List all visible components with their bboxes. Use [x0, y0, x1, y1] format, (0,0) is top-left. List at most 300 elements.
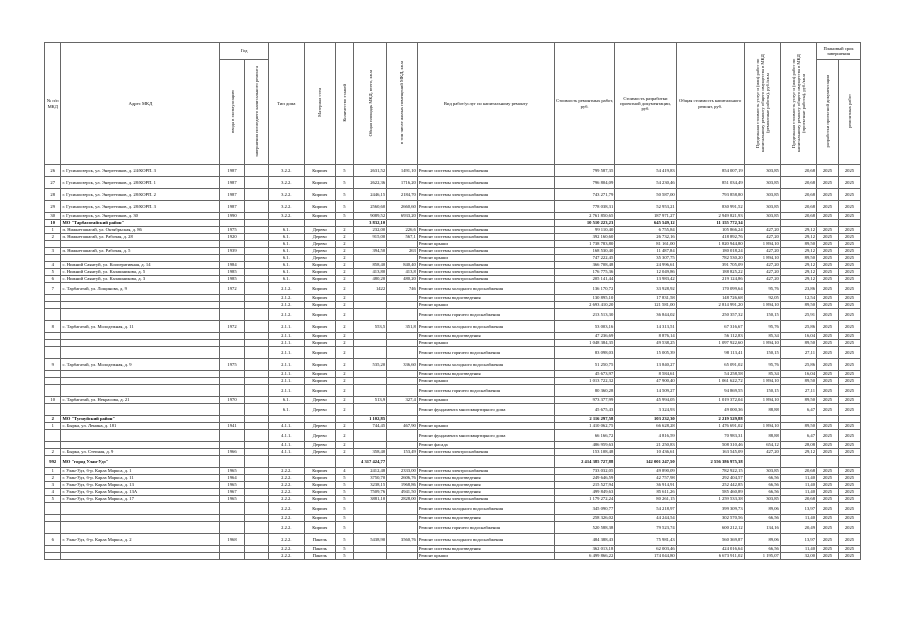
- cell-area-living: 2333,00: [387, 468, 418, 475]
- cell-work-type: Ремонт системы водоотведения: [417, 515, 554, 522]
- cell-limit-works: 85,34: [744, 333, 780, 340]
- cell-year-built: 1965: [220, 496, 244, 503]
- cell-term-design: 2025: [817, 482, 839, 489]
- cell-work-type: Ремонт крыши: [417, 255, 554, 262]
- cell-limit-design: 11,40: [780, 515, 816, 522]
- cell-cost-total: 1 476 691,02: [676, 423, 744, 430]
- cell-limit-design: 6,47: [780, 404, 816, 416]
- cell-floors: 2: [335, 309, 354, 321]
- cell-term-design: 2025: [817, 177, 839, 189]
- cell-cost-works: 258 326,02: [554, 515, 614, 522]
- cell-year-built: 1985: [220, 269, 244, 276]
- cell-floors: 5: [335, 475, 354, 482]
- cell-cost-design: 17 831,58: [615, 295, 676, 302]
- cell-area-living: 1968,86: [387, 482, 418, 489]
- cell-cost-total: 98 113,41: [676, 347, 744, 359]
- cell-wall: Кирпич: [304, 475, 335, 482]
- table-row: [45, 371, 861, 378]
- cell-address: [61, 378, 220, 385]
- cell-wall: Кирпич: [304, 177, 335, 189]
- cell-area-living: [387, 255, 418, 262]
- cell-cost-total: 180 018,24: [676, 248, 744, 255]
- header-work-type: Вид работ/услуг по капитальному ремонту: [417, 43, 554, 165]
- cell-limit-design: 89,50: [780, 241, 816, 248]
- cell-cost-works: 733 032,05: [554, 468, 614, 475]
- table-row: [45, 378, 861, 385]
- cell-num: 2: [45, 449, 61, 456]
- cell-year-overhaul: [244, 283, 268, 295]
- cell-work-type: Ремонт системы горячего водоснабжения: [417, 347, 554, 359]
- cell-address: [61, 255, 220, 262]
- cell-address: [61, 340, 220, 347]
- cell-address: с. Нижний Саянтуй, ул. Калашникова, д. 3: [61, 276, 220, 283]
- cell-house-type: 6.1.: [268, 234, 304, 241]
- cell-limit-works: 66,56: [744, 475, 780, 482]
- cell-work-type: Ремонт системы электроснабжения: [417, 276, 554, 283]
- cell-limit-works: 427,20: [744, 269, 780, 276]
- cell-num: [45, 302, 61, 309]
- table-row: [45, 534, 861, 546]
- cell-term-works: 2025: [838, 201, 860, 213]
- cell-cost-total: 252 442,85: [676, 482, 744, 489]
- cell-cost-design: 15 005,39: [615, 347, 676, 359]
- cell-limit-works: [744, 220, 780, 227]
- cell-limit-works: 654,12: [744, 442, 780, 449]
- cell-num: 1: [45, 423, 61, 430]
- cell-house-type: 6.1.: [268, 227, 304, 234]
- cell-cost-total: 2 949 821,93: [676, 213, 744, 220]
- cell-term-design: 2025: [817, 553, 839, 560]
- cell-limit-works: 150,15: [744, 385, 780, 397]
- cell-cost-works: 130 895,10: [554, 295, 614, 302]
- cell-term-works: 2025: [838, 522, 860, 534]
- cell-term-design: 2025: [817, 378, 839, 385]
- cell-cost-works: 973 377,99: [554, 397, 614, 404]
- cell-term-design: 2025: [817, 449, 839, 456]
- cell-work-type: Ремонт системы электроснабжения: [417, 177, 554, 189]
- cell-area-total: [354, 333, 387, 340]
- cell-cost-design: 52 953,21: [615, 201, 676, 213]
- cell-num: [45, 404, 61, 416]
- table-row: [45, 522, 861, 534]
- cell-year-overhaul: [244, 496, 268, 503]
- cell-wall: Кирпич: [304, 503, 335, 515]
- cell-address: [61, 442, 220, 449]
- cell-cost-total: 782 922,15: [676, 468, 744, 475]
- table-row: [45, 295, 861, 302]
- cell-limit-works: 303,85: [744, 177, 780, 189]
- cell-cost-design: 54 218,97: [615, 503, 676, 515]
- cell-work-type: Ремонт системы электроснабжения: [417, 213, 554, 220]
- cell-address: [61, 295, 220, 302]
- cell-cost-total: 1 061 622,72: [676, 378, 744, 385]
- cell-work-type: Ремонт фундамента многоквартирного дома: [417, 430, 554, 442]
- cell-house-type: 3.2.2.: [268, 213, 304, 220]
- cell-area-total: 7509,76: [354, 489, 387, 496]
- cell-house-type: 2.2.2.: [268, 553, 304, 560]
- cell-year-built: 1941: [220, 423, 244, 430]
- cell-cost-design: 11 487,84: [615, 248, 676, 255]
- cell-address: п. Нижнеташагай, ул. Октябрьская, д. 86: [61, 227, 220, 234]
- cell-num: [45, 340, 61, 347]
- cell-year-built: 1939: [220, 248, 244, 255]
- cell-area-total: 535,20: [354, 359, 387, 371]
- cell-limit-works: 1 894,10: [744, 340, 780, 347]
- cell-year-overhaul: [244, 189, 268, 201]
- cell-cost-design: 24 996,61: [615, 262, 676, 269]
- cell-num: 3: [45, 248, 61, 255]
- cell-house-type: 6.1.: [268, 248, 304, 255]
- cell-cost-design: 44 244,54: [615, 515, 676, 522]
- cell-year-overhaul: [244, 534, 268, 546]
- cell-wall: Кирпич: [304, 359, 335, 371]
- cell-address: [61, 503, 220, 515]
- cell-cost-total: 219 124,86: [676, 276, 744, 283]
- cell-year-overhaul: [244, 442, 268, 449]
- cell-year-built: [220, 220, 244, 227]
- cell-house-type: 6.1.: [268, 269, 304, 276]
- cell-address: [61, 385, 220, 397]
- cell-cost-works: 168 530,40: [554, 248, 614, 255]
- cell-term-works: 2025: [838, 309, 860, 321]
- cell-area-living: [387, 378, 418, 385]
- cell-limit-design: 20,68: [780, 468, 816, 475]
- cell-area-living: [387, 220, 418, 227]
- cell-area-total: [354, 553, 387, 560]
- cell-area-total: 3750,70: [354, 475, 387, 482]
- cell-year-built: [220, 333, 244, 340]
- cell-limit-design: 20,68: [780, 213, 816, 220]
- cell-house-type: 6.1.: [268, 255, 304, 262]
- cell-cost-design: 12 049,86: [615, 269, 676, 276]
- cell-cost-total: 302 570,56: [676, 515, 744, 522]
- cell-term-design: 2025: [817, 248, 839, 255]
- cell-floors: 2: [335, 371, 354, 378]
- cell-limit-design: 32,00: [780, 553, 816, 560]
- cell-limit-design: 11,40: [780, 482, 816, 489]
- cell-limit-design: 20,49: [780, 522, 816, 534]
- cell-floors: [335, 456, 354, 468]
- cell-year-overhaul: [244, 213, 268, 220]
- cell-address: г. Гусиноозерск, ул. Энергетиков, д. 28/КОРП. 2: [61, 189, 220, 201]
- cell-house-type: 6.1.: [268, 262, 304, 269]
- cell-num: 2: [45, 234, 61, 241]
- cell-area-living: 1491,10: [387, 165, 418, 177]
- cell-area-total: 394,50: [354, 248, 387, 255]
- cell-area-living: [387, 416, 418, 423]
- cell-address: МО "Тарбагатайский район": [61, 220, 220, 227]
- cell-address: с. Тарбагатай, ул. Молодежная, д. 9: [61, 359, 220, 371]
- cell-limit-works: 134,16: [744, 522, 780, 534]
- cell-limit-works: 303,85: [744, 189, 780, 201]
- cell-wall: Дерево: [304, 430, 335, 442]
- cell-term-design: 2025: [817, 385, 839, 397]
- cell-num: 2: [45, 416, 61, 423]
- cell-limit-design: 12,54: [780, 295, 816, 302]
- header-term-group: Плановый срок завершения: [817, 43, 861, 60]
- cell-floors: 2: [335, 449, 354, 456]
- cell-work-type: Ремонт системы электроснабжения: [417, 468, 554, 475]
- cell-term-design: 2025: [817, 430, 839, 442]
- cell-wall: Кирпич: [304, 213, 335, 220]
- cell-address: [61, 522, 220, 534]
- cell-limit-works: 1 894,10: [744, 423, 780, 430]
- cell-cost-works: 1 410 062,75: [554, 423, 614, 430]
- cell-cost-total: 94 869,55: [676, 385, 744, 397]
- cell-work-type: Ремонт крыши: [417, 340, 554, 347]
- cell-area-living: [387, 430, 418, 442]
- cell-year-overhaul: [244, 553, 268, 560]
- cell-work-type: Ремонт системы электроснабжения: [417, 227, 554, 234]
- cell-term-works: [838, 220, 860, 227]
- cell-address: МО "Тугнуйский район": [61, 416, 220, 423]
- table-row: [45, 482, 861, 489]
- cell-area-living: 2184,70: [387, 189, 418, 201]
- cell-cost-total: 830 991,52: [676, 201, 744, 213]
- cell-floors: 2: [335, 385, 354, 397]
- cell-num: [45, 371, 61, 378]
- cell-term-design: 2025: [817, 165, 839, 177]
- cell-term-design: 2025: [817, 201, 839, 213]
- cell-limit-design: 6,47: [780, 430, 816, 442]
- cell-cost-total: 391 705,09: [676, 262, 744, 269]
- cell-term-works: [838, 456, 860, 468]
- cell-house-type: [268, 416, 304, 423]
- table-row: [45, 546, 861, 553]
- municipality-row: [45, 416, 861, 423]
- cell-area-total: 858,40: [354, 262, 387, 269]
- cell-term-design: 2025: [817, 227, 839, 234]
- cell-cost-design: 4 816,59: [615, 430, 676, 442]
- cell-year-built: 1985: [220, 276, 244, 283]
- cell-cost-total: 2 556 386 975,38: [676, 456, 744, 468]
- cell-work-type: Ремонт системы водоотведения: [417, 295, 554, 302]
- cell-cost-works: 66 166,72: [554, 430, 614, 442]
- table-row: [45, 241, 861, 248]
- cell-term-works: 2025: [838, 404, 860, 416]
- cell-wall: Кирпич: [304, 283, 335, 295]
- cell-term-works: 2025: [838, 378, 860, 385]
- cell-term-works: 2025: [838, 165, 860, 177]
- cell-cost-design: 13 983,42: [615, 276, 676, 283]
- cell-cost-design: 36 844,02: [615, 309, 676, 321]
- cell-year-overhaul: [244, 276, 268, 283]
- cell-cost-total: 600 212,12: [676, 522, 744, 534]
- cell-house-type: 4.1.1.: [268, 423, 304, 430]
- cell-address: [61, 430, 220, 442]
- cell-year-built: [220, 553, 244, 560]
- cell-num: [45, 255, 61, 262]
- cell-address: [61, 404, 220, 416]
- cell-term-works: 2025: [838, 321, 860, 333]
- cell-wall: Дерево: [304, 241, 335, 248]
- cell-year-overhaul: [244, 423, 268, 430]
- cell-term-design: [817, 456, 839, 468]
- cell-term-works: 2025: [838, 340, 860, 347]
- table-row: [45, 234, 861, 241]
- cell-year-overhaul: [244, 248, 268, 255]
- cell-term-design: 2025: [817, 522, 839, 534]
- cell-area-total: [354, 309, 387, 321]
- cell-area-living: 840,40: [387, 262, 418, 269]
- cell-year-overhaul: [244, 515, 268, 522]
- cell-address: г. Улан-Удэ, б-р. Карла Маркса, д. 13А: [61, 489, 220, 496]
- cell-year-built: [220, 371, 244, 378]
- cell-area-total: [354, 378, 387, 385]
- cell-limit-design: 16,04: [780, 371, 816, 378]
- cell-year-overhaul: [244, 546, 268, 553]
- cell-floors: 2: [335, 302, 354, 309]
- cell-cost-works: 2 693 410,20: [554, 302, 614, 309]
- cell-wall: Кирпич: [304, 340, 335, 347]
- cell-cost-works: 499 849,63: [554, 489, 614, 496]
- cell-floors: 2: [335, 241, 354, 248]
- cell-limit-works: 66,56: [744, 489, 780, 496]
- cell-limit-design: 25,91: [780, 309, 816, 321]
- cell-area-total: [354, 430, 387, 442]
- cell-floors: 2: [335, 248, 354, 255]
- cell-wall: Кирпич: [304, 371, 335, 378]
- cell-house-type: 4.1.1.: [268, 449, 304, 456]
- cell-area-total: 2446,15: [354, 189, 387, 201]
- cell-area-living: [387, 553, 418, 560]
- cell-year-built: [220, 302, 244, 309]
- cell-term-works: 2025: [838, 423, 860, 430]
- cell-area-total: 358,40: [354, 449, 387, 456]
- cell-term-works: 2025: [838, 546, 860, 553]
- cell-area-total: 3 832,10: [354, 220, 387, 227]
- cell-cost-total: 49 000,36: [676, 404, 744, 416]
- cell-work-type: Ремонт системы горячего водоснабжения: [417, 522, 554, 534]
- table-row: [45, 503, 861, 515]
- cell-year-overhaul: [244, 262, 268, 269]
- cell-house-type: 2.2.2.: [268, 503, 304, 515]
- cell-area-total: 3238,15: [354, 482, 387, 489]
- cell-limit-design: 20,68: [780, 177, 816, 189]
- cell-limit-works: 66,56: [744, 546, 780, 553]
- cell-limit-design: 89,50: [780, 340, 816, 347]
- cell-limit-works: 427,20: [744, 248, 780, 255]
- table-row: [45, 255, 861, 262]
- cell-num: [45, 241, 61, 248]
- cell-cost-design: 62 003,46: [615, 546, 676, 553]
- cell-area-living: 1716,20: [387, 177, 418, 189]
- header-house-type: Тип дома: [268, 43, 304, 165]
- table-row: [45, 449, 861, 456]
- header-limit-works: Предельная стоимость услуг и (или) работ по капитальному ремонту общего имущества в МКД (ремонтные работы), руб./кв.м: [744, 43, 780, 165]
- cell-year-overhaul: [244, 371, 268, 378]
- cell-area-total: [354, 404, 387, 416]
- cell-wall: Дерево: [304, 404, 335, 416]
- cell-num: 30: [45, 213, 61, 220]
- cell-cost-total: 105 866,24: [676, 227, 744, 234]
- cell-wall: Панель: [304, 553, 335, 560]
- cell-term-works: 2025: [838, 283, 860, 295]
- table-row: [45, 347, 861, 359]
- cell-limit-works: [744, 416, 780, 423]
- cell-wall: Кирпич: [304, 515, 335, 522]
- cell-work-type: Ремонт системы горячего водоснабжения: [417, 385, 554, 397]
- cell-area-total: [354, 503, 387, 515]
- cell-num: [45, 553, 61, 560]
- cell-term-works: 2025: [838, 359, 860, 371]
- table-row: [45, 321, 861, 333]
- cell-area-total: 915,00: [354, 234, 387, 241]
- cell-area-total: [354, 442, 387, 449]
- cell-term-works: 2025: [838, 553, 860, 560]
- cell-year-overhaul: [244, 201, 268, 213]
- cell-cost-total: 188 825,22: [676, 269, 744, 276]
- cell-year-overhaul: [244, 177, 268, 189]
- cell-limit-works: [744, 456, 780, 468]
- cell-floors: [335, 220, 354, 227]
- cell-limit-works: 427,20: [744, 262, 780, 269]
- cell-limit-works: 95,76: [744, 283, 780, 295]
- cell-area-total: 2412,48: [354, 468, 387, 475]
- cell-num: 8: [45, 321, 61, 333]
- cell-limit-design: [780, 220, 816, 227]
- cell-cost-total: 508 310,46: [676, 442, 744, 449]
- cell-floors: 2: [335, 423, 354, 430]
- cell-cost-total: 292 404,57: [676, 475, 744, 482]
- cell-cost-design: 85 611,26: [615, 489, 676, 496]
- cell-year-built: 1970: [220, 397, 244, 404]
- cell-year-built: [220, 456, 244, 468]
- cell-cost-total: 1 820 944,80: [676, 241, 744, 248]
- cell-limit-works: 303,85: [744, 468, 780, 475]
- cell-term-design: 2025: [817, 241, 839, 248]
- cell-year-overhaul: [244, 340, 268, 347]
- cell-floors: 5: [335, 165, 354, 177]
- cell-year-built: [220, 522, 244, 534]
- cell-work-type: Ремонт системы водоотведения: [417, 475, 554, 482]
- header-num: № п/п МКД: [45, 43, 61, 165]
- cell-cost-works: 345 090,77: [554, 503, 614, 515]
- cell-wall: Кирпич: [304, 468, 335, 475]
- table-row: [45, 189, 861, 201]
- cell-floors: 5: [335, 482, 354, 489]
- cell-area-living: [387, 456, 418, 468]
- table-row: [45, 340, 861, 347]
- cell-cost-total: 424 016,64: [676, 546, 744, 553]
- cell-term-design: 2025: [817, 496, 839, 503]
- cell-num: 3: [45, 482, 61, 489]
- cell-work-type: Ремонт системы водоотведения: [417, 546, 554, 553]
- cell-term-works: 2025: [838, 371, 860, 378]
- cell-limit-works: 1 894,10: [744, 255, 780, 262]
- cell-limit-design: 13,97: [780, 534, 816, 546]
- cell-house-type: 2.2.2.: [268, 515, 304, 522]
- cell-limit-design: 27,11: [780, 347, 816, 359]
- cell-work-type: Ремонт системы водоотведения: [417, 371, 554, 378]
- cell-address: п. Нижнеташагай, ул. Рабочая, д. 28: [61, 234, 220, 241]
- cell-wall: Кирпич: [304, 496, 335, 503]
- cell-year-overhaul: [244, 295, 268, 302]
- cell-work-type: Ремонт фасада: [417, 442, 554, 449]
- cell-wall: Кирпич: [304, 269, 335, 276]
- cell-year-built: 1975: [220, 227, 244, 234]
- cell-cost-design: 21 250,83: [615, 442, 676, 449]
- cell-house-type: 4.1.1.: [268, 442, 304, 449]
- cell-address: г. Улан-Удэ, б-р. Карла Маркса, д. 13: [61, 482, 220, 489]
- cell-area-total: [354, 295, 387, 302]
- cell-house-type: 2.2.2.: [268, 546, 304, 553]
- cell-term-design: 2025: [817, 234, 839, 241]
- header-term-design: разработки проектной документации: [817, 60, 839, 165]
- cell-cost-total: 1 019 372,04: [676, 397, 744, 404]
- cell-num: [45, 333, 61, 340]
- cell-limit-works: 66,56: [744, 482, 780, 489]
